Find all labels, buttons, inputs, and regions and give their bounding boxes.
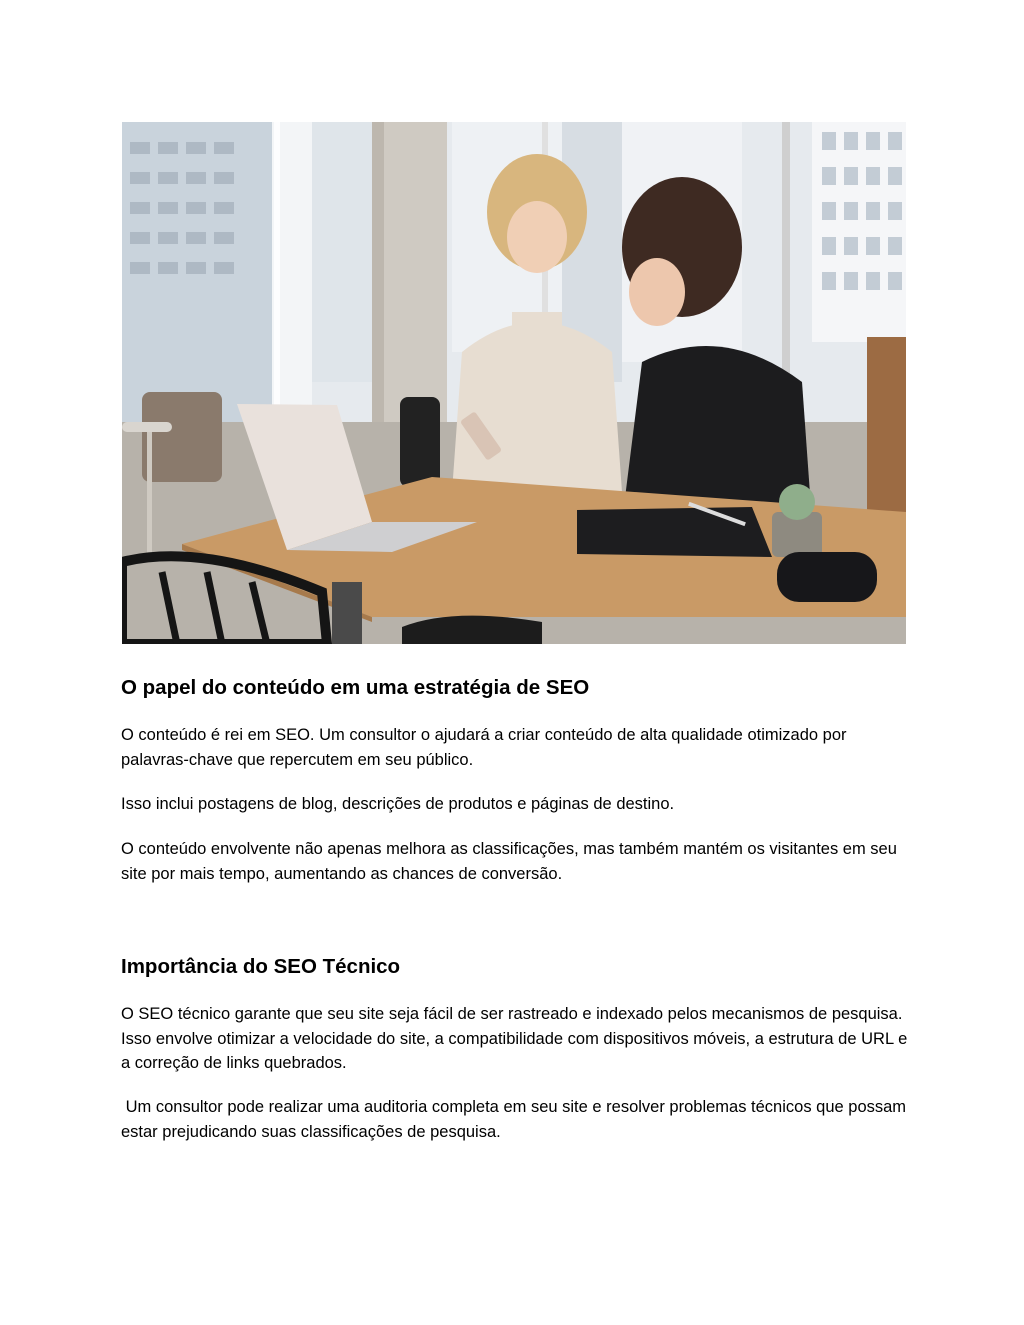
- hero-photo: [122, 122, 906, 644]
- section-paragraph: O conteúdo é rei em SEO. Um consultor o ajudará a criar conteúdo de alta qualidade otimizado por palavras-chave que repercutem em seu público.: [121, 726, 852, 769]
- photo-illustration: [122, 122, 906, 644]
- section-heading-content-role: O papel do conteúdo em uma estratégia de SEO: [121, 676, 590, 699]
- section-paragraph: O conteúdo envolvente não apenas melhora as classificações, mas também mantém os visitantes em seu site por mais tempo, aumentando as chances de conversão.: [121, 840, 902, 883]
- section-paragraph: Um consultor pode realizar uma auditoria completa em seu site e resolver problemas técnicos que possam estar prejudicando suas classificações de pesquisa.: [121, 1098, 911, 1141]
- section-heading-technical-seo: Importância do SEO Técnico: [121, 955, 401, 978]
- section-paragraph: O SEO técnico garante que seu site seja fácil de ser rastreado e indexado pelos mecanismos de pesquisa. Isso envolve otimizar a velocidade do site, a compatibilidade com dispositivos móveis, a estrutura de URL e a correção de links quebrados.: [121, 1005, 912, 1072]
- section-paragraph: Isso inclui postagens de blog, descrições de produtos e páginas de destino.: [121, 795, 675, 813]
